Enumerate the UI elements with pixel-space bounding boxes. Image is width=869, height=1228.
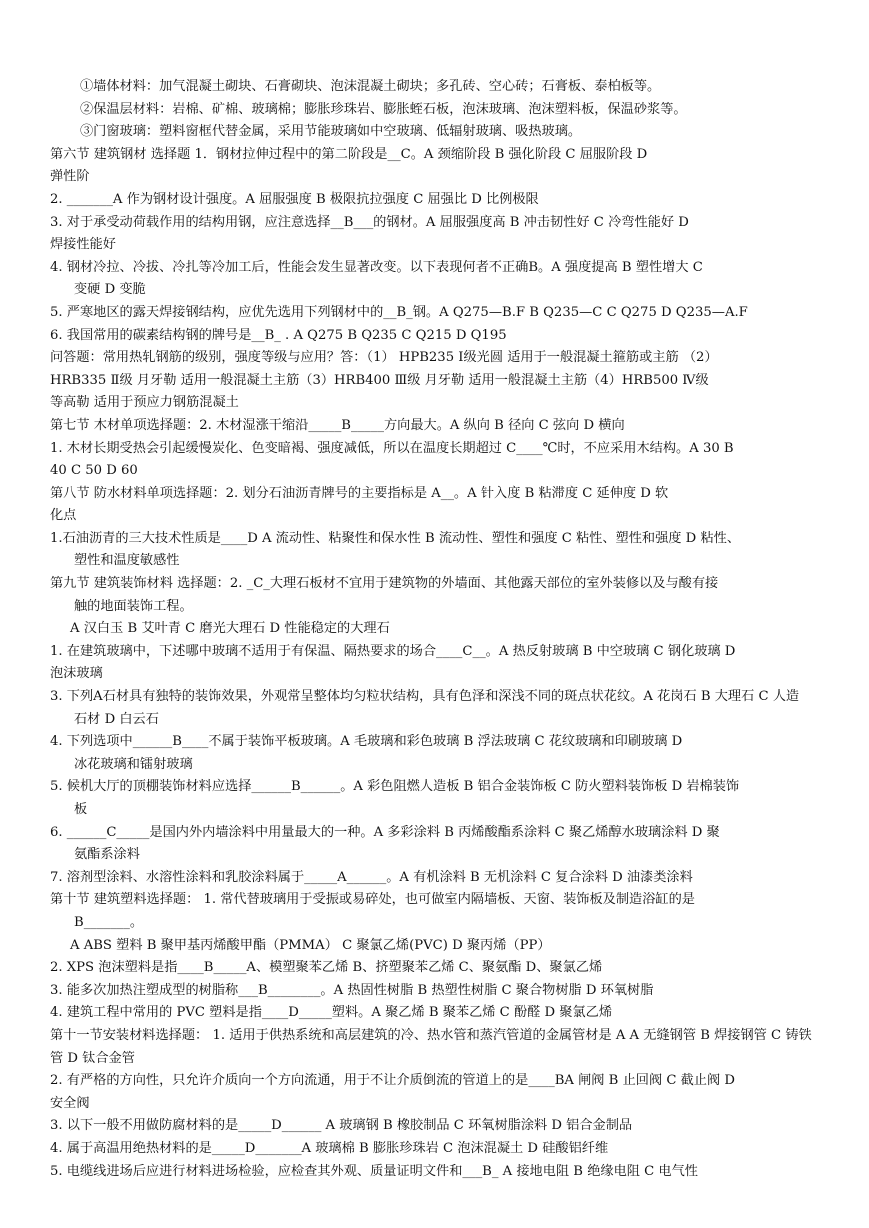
- text-line: 问答题：常用热轧钢筋的级别，强度等级与应用？答：（1） HPB235 Ⅰ级光圆 适用于一般混凝土箍筋或主筋 （2）: [50, 350, 718, 366]
- text-line: 第七节 木材单项选择题：2. 木材湿涨干缩沿_____B_____方向最大。A 纵向 B 径向 C 弦向 D 横向: [50, 417, 625, 433]
- text-line: B_______。: [74, 914, 144, 930]
- text-line: 6. 我国常用的碳素结构钢的牌号是__B_ . A Q275 B Q235 C Q215 D Q195: [50, 327, 507, 343]
- text-line: 2. XPS 泡沫塑料是指____B_____A、模塑聚苯乙烯 B、挤塑聚苯乙烯 C、聚氨酯 D、聚氯乙烯: [50, 960, 603, 976]
- text-line: 2. 有严格的方向性，只允许介质向一个方向流通，用于不让介质倒流的管道上的是____BA 闸阀 B 止回阀 C 截止阀 D: [50, 1073, 735, 1089]
- text-line: 4. 钢材冷拉、冷拔、冷扎等冷加工后，性能会发生显著改变。以下表现何者不正确B。A 强度提高 B 塑性增大 C: [50, 259, 703, 275]
- text-line: 化点: [50, 508, 77, 524]
- text-line: 第八节 防水材料单项选择题：2. 划分石油沥青牌号的主要指标是 A__。A 针入度 B 粘滞度 C 延伸度 D 软: [50, 485, 669, 501]
- text-line: 3. 能多次加热注塑成型的树脂称___B________。A 热固性树脂 B 热塑性树脂 C 聚合物树脂 D 环氧树脂: [50, 982, 654, 998]
- text-line: 3. 对于承受动荷载作用的结构用钢，应注意选择__B___的钢材。A 屈服强度高 B 冲击韧性好 C 冷弯性能好 D: [50, 214, 689, 230]
- text-line: 冰花玻璃和镭射玻璃: [74, 756, 193, 772]
- text-line: 3. 以下一般不用做防腐材料的是_____D______ A 玻璃钢 B 橡胶制品 C 环氧树脂涂料 D 铝合金制品: [50, 1118, 633, 1134]
- text-line: HRB335 Ⅱ级 月牙勒 适用一般混凝土主筋（3）HRB400 Ⅲ级 月牙勒 适用一般混凝土主筋（4）HRB500 Ⅳ级: [50, 372, 709, 388]
- text-line: 石材 D 白云石: [74, 711, 159, 727]
- text-line: 2. _______A 作为钢材设计强度。A 屈服强度 B 极限抗拉强度 C 屈强比 D 比例极限: [50, 191, 539, 207]
- text-line: 5. 候机大厅的顶棚装饰材料应选择______B______。A 彩色阻燃人造板 B 铝合金装饰板 C 防火塑料装饰板 D 岩棉装饰: [50, 779, 740, 795]
- text-line: 触的地面装饰工程。: [74, 598, 193, 614]
- text-line: 焊接性能好: [50, 237, 116, 253]
- text-line: 4. 下列选项中______B____不属于装饰平板玻璃。A 毛玻璃和彩色玻璃 B 浮法玻璃 C 花纹玻璃和印刷玻璃 D: [50, 734, 683, 750]
- text-line: 塑性和温度敏感性: [74, 553, 180, 569]
- text-line: ①墙体材料：加气混凝土砌块、石膏砌块、泡沫混凝土砌块；多孔砖、空心砖；石膏板、泰柏板等。: [80, 79, 661, 94]
- text-line: 第十一节安装材料选择题： 1. 适用于供热系统和高层建筑的冷、热水管和蒸汽管道的金属管材是 A A 无缝钢管 B 焊接钢管 C 铸铁: [50, 1027, 812, 1043]
- text-line: 第六节 建筑钢材 选择题 1．钢材拉伸过程中的第二阶段是__C。A 颈缩阶段 B 强化阶段 C 屈服阶段 D: [50, 146, 648, 162]
- text-line: 5. 电缆线进场后应进行材料进场检验，应检查其外观、质量证明文件和___B_ A 接地电阻 B 绝缘电阻 C 电气性: [50, 1163, 698, 1179]
- text-line: 板: [74, 802, 88, 817]
- text-line: 管 D 钛合金管: [50, 1050, 135, 1066]
- text-line: 安全阀: [50, 1095, 90, 1111]
- text-line: 氨酯系涂料: [74, 847, 140, 863]
- text-line: 7. 溶剂型涂料、水溶性涂料和乳胶涂料属于_____A______。A 有机涂料 B 无机涂料 C 复合涂料 D 油漆类涂料: [50, 869, 693, 885]
- text-line: 等高勒 适用于预应力钢筋混凝土: [50, 395, 239, 411]
- text-line: 5. 严寒地区的露天焊接钢结构，应优先选用下列钢材中的__B_钢。A Q275—B.F B Q235—C C Q275 D Q235—A.F: [50, 304, 748, 320]
- text-line: 弹性阶: [50, 169, 90, 185]
- text-line: A ABS 塑料 B 聚甲基丙烯酸甲酯（PMMA） C 聚氯乙烯(PVC) D 聚丙烯（PP）: [70, 937, 551, 953]
- text-line: 变硬 D 变脆: [74, 282, 146, 298]
- text-line: 泡沫玻璃: [50, 666, 103, 682]
- text-line: 1.石油沥青的三大技术性质是____D A 流动性、粘聚性和保水性 B 流动性、塑性和强度 C 粘性、塑性和强度 D 粘性、: [50, 530, 741, 546]
- text-line: ③门窗玻璃：塑料窗框代替金属，采用节能玻璃如中空玻璃、低辐射玻璃、吸热玻璃。: [80, 124, 582, 140]
- text-line: ②保温层材料：岩棉、矿棉、玻璃棉；膨胀珍珠岩、膨胀蛭石板，泡沫玻璃、泡沫塑料板，保温砂浆等。: [80, 101, 687, 117]
- text-line: 6. ______C_____是国内外内墙涂料中用量最大的一种。A 多彩涂料 B 丙烯酸酯系涂料 C 聚乙烯醇水玻璃涂料 D 聚: [50, 824, 720, 840]
- text-line: 第九节 建筑装饰材料 选择题：2. _C_大理石板材不宜用于建筑物的外墙面、其他露天部位的室外装修以及与酸有接: [50, 576, 719, 592]
- text-line: 1. 在建筑玻璃中，下述哪中玻璃不适用于有保温、隔热要求的场合____C__。A 热反射玻璃 B 中空玻璃 C 钢化玻璃 D: [50, 643, 736, 659]
- text-line: A 汉白玉 B 艾叶青 C 磨光大理石 D 性能稳定的大理石: [70, 621, 390, 637]
- text-line: 第十节 建筑塑料选择题： 1. 常代替玻璃用于受振或易碎处，也可做室内隔墙板、天窗、装饰板及制造浴缸的是: [50, 892, 695, 908]
- text-line: 3. 下列A石材具有独特的装饰效果，外观常呈整体均匀粒状结构，具有色泽和深浅不同的斑点状花纹。A 花岗石 B 大理石 C 人造: [50, 689, 800, 705]
- text-line: 40 C 50 D 60: [50, 463, 138, 479]
- text-line: 1. 木材长期受热会引起缓慢炭化、色变暗褐、强度减低，所以在温度长期超过 C____℃时，不应采用木结构。A 30 B: [50, 440, 734, 456]
- text-line: 4. 属于高温用绝热材料的是_____D_______A 玻璃棉 B 膨胀珍珠岩 C 泡沫混凝土 D 硅酸铝纤维: [50, 1140, 609, 1156]
- text-line: 4. 建筑工程中常用的 PVC 塑料是指____D_____塑料。A 聚乙烯 B 聚苯乙烯 C 酚醛 D 聚氯乙烯: [50, 1005, 613, 1021]
